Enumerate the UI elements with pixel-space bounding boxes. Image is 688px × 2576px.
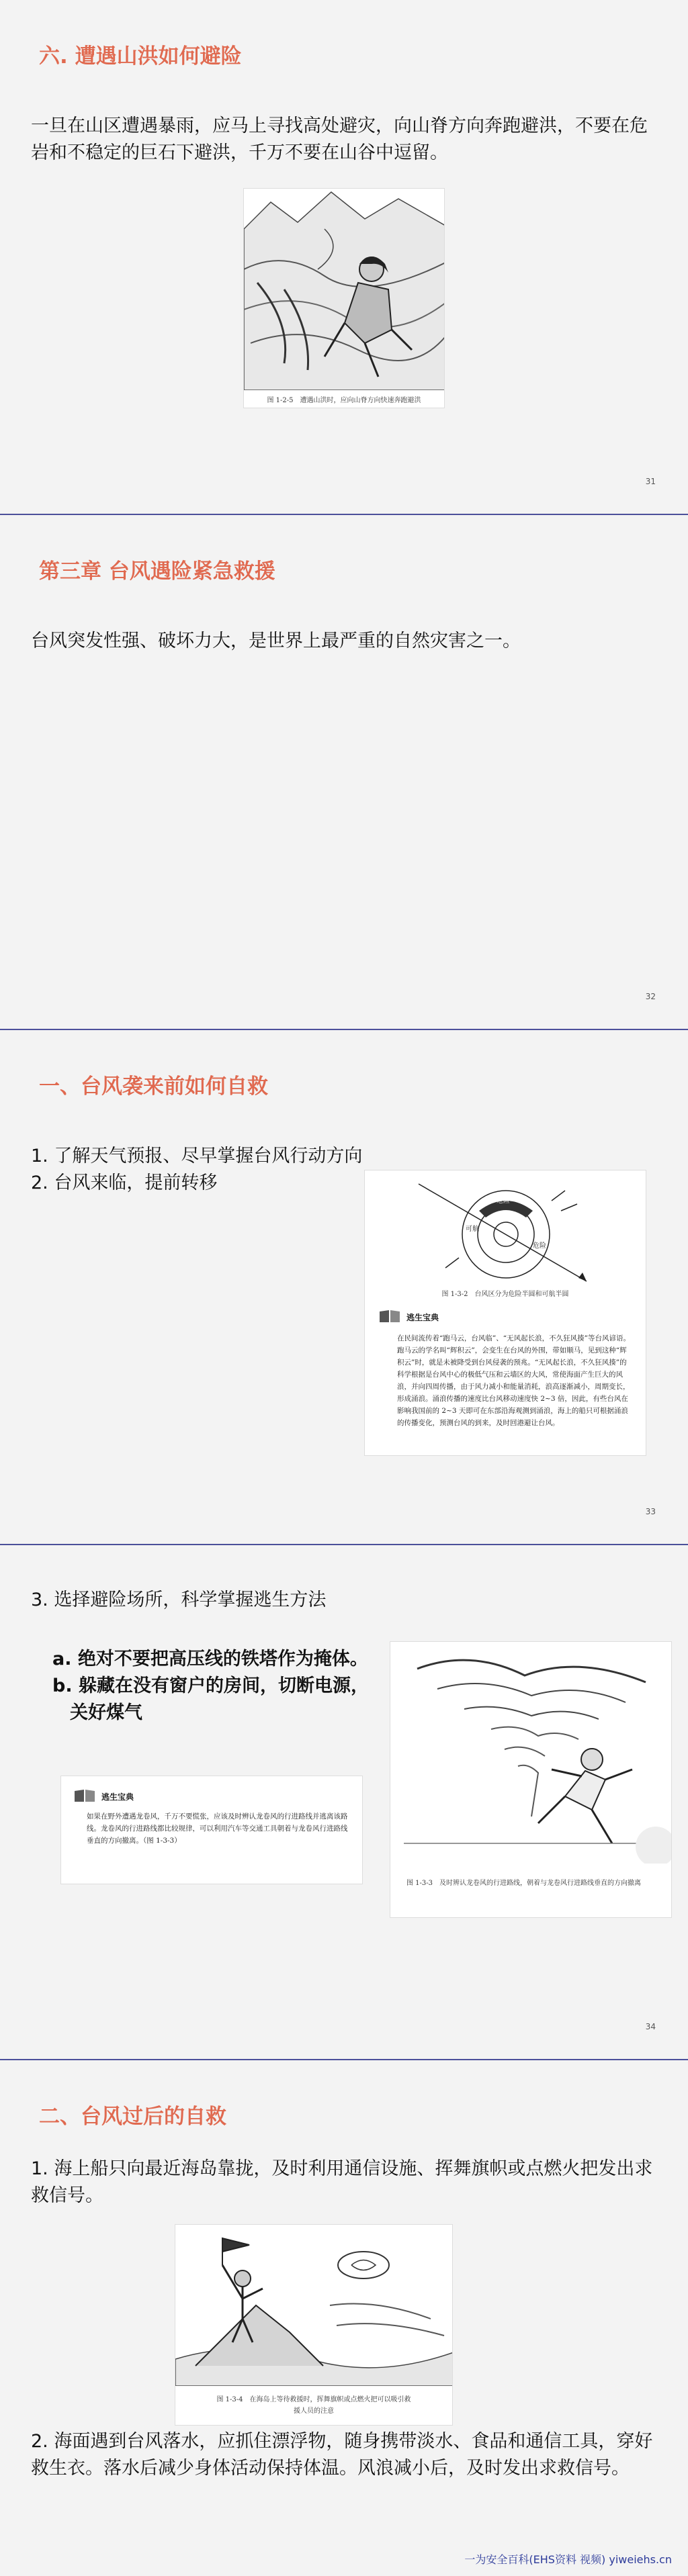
bullet-item: b. 躲藏在没有窗户的房间，切断电源， (52, 1675, 369, 1696)
slide-33 (0, 1030, 688, 1545)
bullet-item: 关好煤气 (70, 1702, 142, 1723)
slide-text: 台风突发性强、破坏力大，是世界上最严重的自然灾害之一。 (31, 631, 521, 651)
figure-caption: 图 1-3-3 及时辨认龙卷风的行进路线，朝着与龙卷风行进路线垂直的方向撤离 (406, 1880, 642, 1887)
section-heading: 3. 选择避险场所，科学掌握逃生方法 (31, 1590, 327, 1610)
tips-box-title: 逃生宝典 (101, 1792, 134, 1802)
figure-caption: 图 1-2-5 遭遇山洪时，应向山脊方向快速奔跑避洪 (267, 397, 421, 404)
slide-text: 2. 海面遇到台风落水，应抓住漂浮物，随身携带淡水、食品和通信工具，穿好救生衣。落水后减少身体活动保持体温。风浪减小后，及时发出求救信号。 (31, 2431, 653, 2479)
tips-box (60, 1776, 363, 1884)
flood-escape-drawing (244, 189, 445, 390)
footer-source-link[interactable]: 一为安全百科(EHS资料 视频) yiweiehs.cn (464, 2553, 672, 2566)
book-icon (378, 1309, 401, 1324)
island-rescue-illustration (175, 2224, 453, 2426)
slide-title: 二、台风过后的自救 (39, 2105, 226, 2129)
tips-box-title: 逃生宝典 (406, 1313, 439, 1322)
slide-title: 第三章 台风遇险紧急救援 (39, 559, 275, 584)
book-icon (73, 1788, 96, 1803)
typhoon-semicircle-diagram (365, 1170, 646, 1285)
tips-box-heading (378, 1312, 634, 1323)
page-number: 32 (645, 992, 656, 1001)
tips-box-heading (73, 1791, 351, 1802)
page-number: 31 (645, 477, 656, 486)
slide-text: 1. 海上船只向最近海岛靠拢，及时利用通信设施、挥舞旗帜或点燃火把发出求救信号。 (31, 2158, 653, 2206)
tornado-escape-drawing (390, 1642, 672, 1864)
slide-title: 一、台风袭来前如何自救 (39, 1074, 268, 1099)
typhoon-guide-figure (364, 1170, 646, 1456)
tips-box (378, 1312, 634, 1429)
bullet-item: a. 绝对不要把高压线的铁塔作为掩体。 (52, 1649, 368, 1669)
slide-title: 六. 遭遇山洪如何避险 (39, 44, 242, 68)
page-number: 33 (645, 1507, 656, 1516)
tips-box-text: 在民间流传着“跑马云，台风临”、“无风起长浪，不久狂风揍”等台风谚语。跑马云的学名叫“辉积云”，会变生在台风的外围，带如顺马，见到这种“辉积云”时，就是未被降受到台风侵袭的预兆。“无风起长浪，不久狂风揍”的科学根据是台风中心的极低气压和云墙区的大风，常使海面产生巨大的风浪，并向四周传播，由于风力减小和能量消耗，浪高逐渐减小，周期变长，形成涌浪。涌浪传播的速度比台风移动速度快 2~3 倍，因此，有些台风在影响我国前的 2~3 天即可在东部沿海观测到涌浪，海上的船只可根据涌浪的传播变化，预测台风的到来，及时回港避让台风。 (397, 1334, 630, 1427)
tornado-escape-illustration (390, 1641, 672, 1918)
svg-text:危险: 危险 (497, 1197, 510, 1205)
bullet-item: 1. 了解天气预报、尽早掌握台风行动方向 (31, 1146, 363, 1166)
page-number: 34 (645, 2022, 656, 2031)
figure-caption: 图 1-3-4 在海岛上等待救援时，挥舞旗帜或点燃火把可以吸引救援人员的注意 (216, 2396, 411, 2415)
island-rescue-drawing (175, 2225, 453, 2386)
tips-box-text: 如果在野外遭遇龙卷风，千万不要慌张，应该及时辨认龙卷风的行进路线并逃离该路线。龙卷风的行进路线都比较规律，可以利用汽车等交通工具朝着与龙卷风行进路线垂直的方向撤离。（图 1-3-3） (87, 1812, 348, 1845)
slide-35 (0, 2060, 688, 2576)
svg-text:可航: 可航 (466, 1226, 479, 1233)
slide-31 (0, 0, 688, 515)
svg-text:危险: 危险 (533, 1242, 546, 1250)
bullet-item: 2. 台风来临，提前转移 (31, 1172, 218, 1193)
slide-34 (0, 1545, 688, 2060)
figure-caption: 图 1-3-2 台风区分为危险半圆和可航半圆 (441, 1291, 569, 1298)
slide-text: 一旦在山区遭遇暴雨，应马上寻找高处避灾，向山脊方向奔跑避洪，不要在危岩和不稳定的巨石下避洪，千万不要在山谷中逗留。 (31, 116, 648, 163)
slide-32 (0, 515, 688, 1030)
flood-escape-illustration (243, 188, 445, 408)
